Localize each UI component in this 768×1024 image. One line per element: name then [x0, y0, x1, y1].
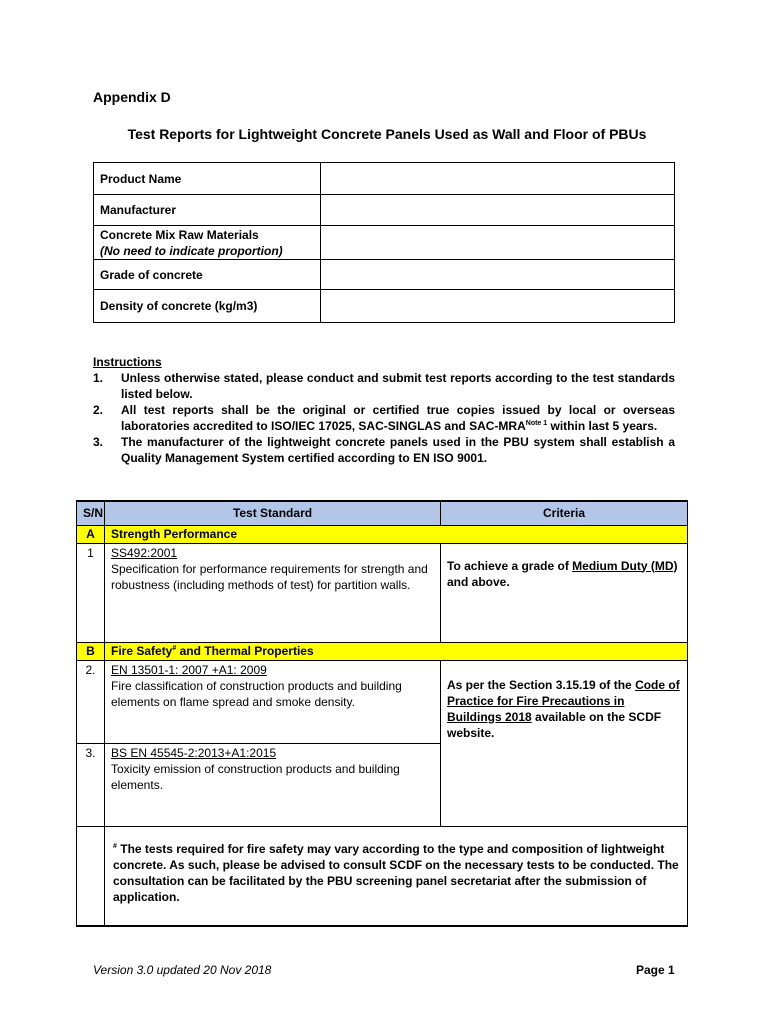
- document-title: Test Reports for Lightweight Concrete Panels Used as Wall and Floor of PBUs: [127, 126, 647, 142]
- fire-safety-note: [105, 826, 688, 926]
- section-letter: B: [77, 642, 105, 660]
- info-label: Manufacturer: [94, 195, 321, 226]
- table-row: [77, 660, 688, 743]
- section-title: Fire Safety# and Thermal Properties: [105, 642, 688, 660]
- header-test-standard: Test Standard: [105, 501, 441, 525]
- header-sn: S/N: [77, 501, 105, 525]
- info-label-note: (No need to indicate proportion): [100, 243, 283, 258]
- instruction-number: 3.: [93, 435, 104, 449]
- instruction-number: 2.: [93, 403, 104, 417]
- empty-cell: [77, 826, 105, 926]
- standard-code: SS492:2001: [111, 545, 178, 560]
- standard-code: EN 13501-1: 2007 +A1: 2009: [111, 662, 267, 677]
- test-standard-cell: [105, 543, 441, 642]
- row-number: 1: [77, 543, 105, 642]
- instructions-heading: Instructions: [93, 355, 162, 369]
- criteria-grade-link: Medium Duty (MD): [572, 558, 678, 573]
- instruction-item: [93, 434, 675, 466]
- hash-superscript: #: [172, 645, 177, 652]
- test-standards-table: [76, 500, 688, 927]
- criteria-text-tail: available on the SCDF website.: [447, 709, 662, 740]
- table-header-row: [77, 501, 688, 525]
- section-row-strength: [77, 525, 688, 543]
- section-title: Strength Performance: [105, 525, 688, 543]
- note-superscript: Note 1: [525, 420, 548, 427]
- instructions-block: [93, 354, 675, 466]
- criteria-text-tail: and above.: [447, 574, 510, 589]
- instruction-item: [93, 402, 675, 434]
- info-row-concrete-mix: [94, 226, 675, 260]
- info-row-product-name: [94, 163, 675, 195]
- table-row: [77, 543, 688, 642]
- info-row-density: [94, 290, 675, 323]
- criteria-text: As per the Section 3.15.19 of the: [447, 677, 636, 692]
- instruction-text: Unless otherwise stated, please conduct and submit test reports according to the test standards listed below.: [121, 371, 675, 401]
- instruction-text-tail: within last 5 years.: [547, 419, 658, 433]
- info-value-field[interactable]: [321, 260, 675, 290]
- standard-description: Specification for performance requirements for strength and robustness (including methods of test) for partition walls.: [111, 561, 428, 592]
- info-row-grade: [94, 260, 675, 290]
- criteria-cell: [441, 660, 688, 826]
- info-label: Density of concrete (kg/m3): [94, 290, 321, 323]
- test-standard-cell: [105, 660, 441, 743]
- row-number: 2.: [77, 660, 105, 743]
- note-text: The tests required for fire safety may vary according to the type and composition of lightweight concrete. As such, please be advised to consult SCDF on the necessary tests to be conducted. The consultation can be facilitated by the PBU screening panel secretariat after the submission of application.: [113, 841, 679, 904]
- instruction-item: [93, 370, 675, 402]
- criteria-cell: [441, 543, 688, 642]
- info-value-field[interactable]: [321, 290, 675, 323]
- info-label: Grade of concrete: [94, 260, 321, 290]
- footer-version: Version 3.0 updated 20 Nov 2018: [93, 963, 272, 977]
- info-value-field[interactable]: [321, 226, 675, 260]
- product-info-table: [93, 162, 675, 323]
- section-letter: A: [77, 525, 105, 543]
- instruction-text: The manufacturer of the lightweight concrete panels used in the PBU system shall establish a Quality Management System certified according to EN ISO 9001.: [121, 435, 675, 465]
- info-label-group: [94, 226, 321, 260]
- section-row-fire-safety: [77, 642, 688, 660]
- info-label: Product Name: [94, 163, 321, 195]
- criteria-text: To achieve a grade of: [447, 558, 573, 573]
- header-criteria: Criteria: [441, 501, 688, 525]
- standard-code: BS EN 45545-2:2013+A1:2015: [111, 745, 277, 760]
- info-row-manufacturer: [94, 195, 675, 226]
- appendix-label: Appendix D: [93, 89, 171, 105]
- standard-description: Toxicity emission of construction products and building elements.: [111, 761, 400, 792]
- instruction-number: 1.: [93, 371, 104, 385]
- row-number: 3.: [77, 743, 105, 826]
- instruction-text: All test reports shall be the original or certified true copies issued by local or overseas laboratories accredited to ISO/IEC 17025, SAC-SINGLAS and SAC-MRA: [121, 403, 675, 433]
- instructions-list: [93, 370, 675, 466]
- code-of-practice-link[interactable]: Code of Practice for Fire Precautions in Buildings 2018: [447, 677, 680, 724]
- footer-page-number: Page 1: [636, 963, 675, 977]
- info-value-field[interactable]: [321, 163, 675, 195]
- info-label: Concrete Mix Raw Materials: [100, 227, 259, 242]
- note-row: [77, 826, 688, 926]
- hash-superscript: #: [113, 842, 117, 850]
- standard-description: Fire classification of construction products and building elements on flame spread and smoke density.: [111, 678, 402, 709]
- test-standard-cell: [105, 743, 441, 826]
- info-value-field[interactable]: [321, 195, 675, 226]
